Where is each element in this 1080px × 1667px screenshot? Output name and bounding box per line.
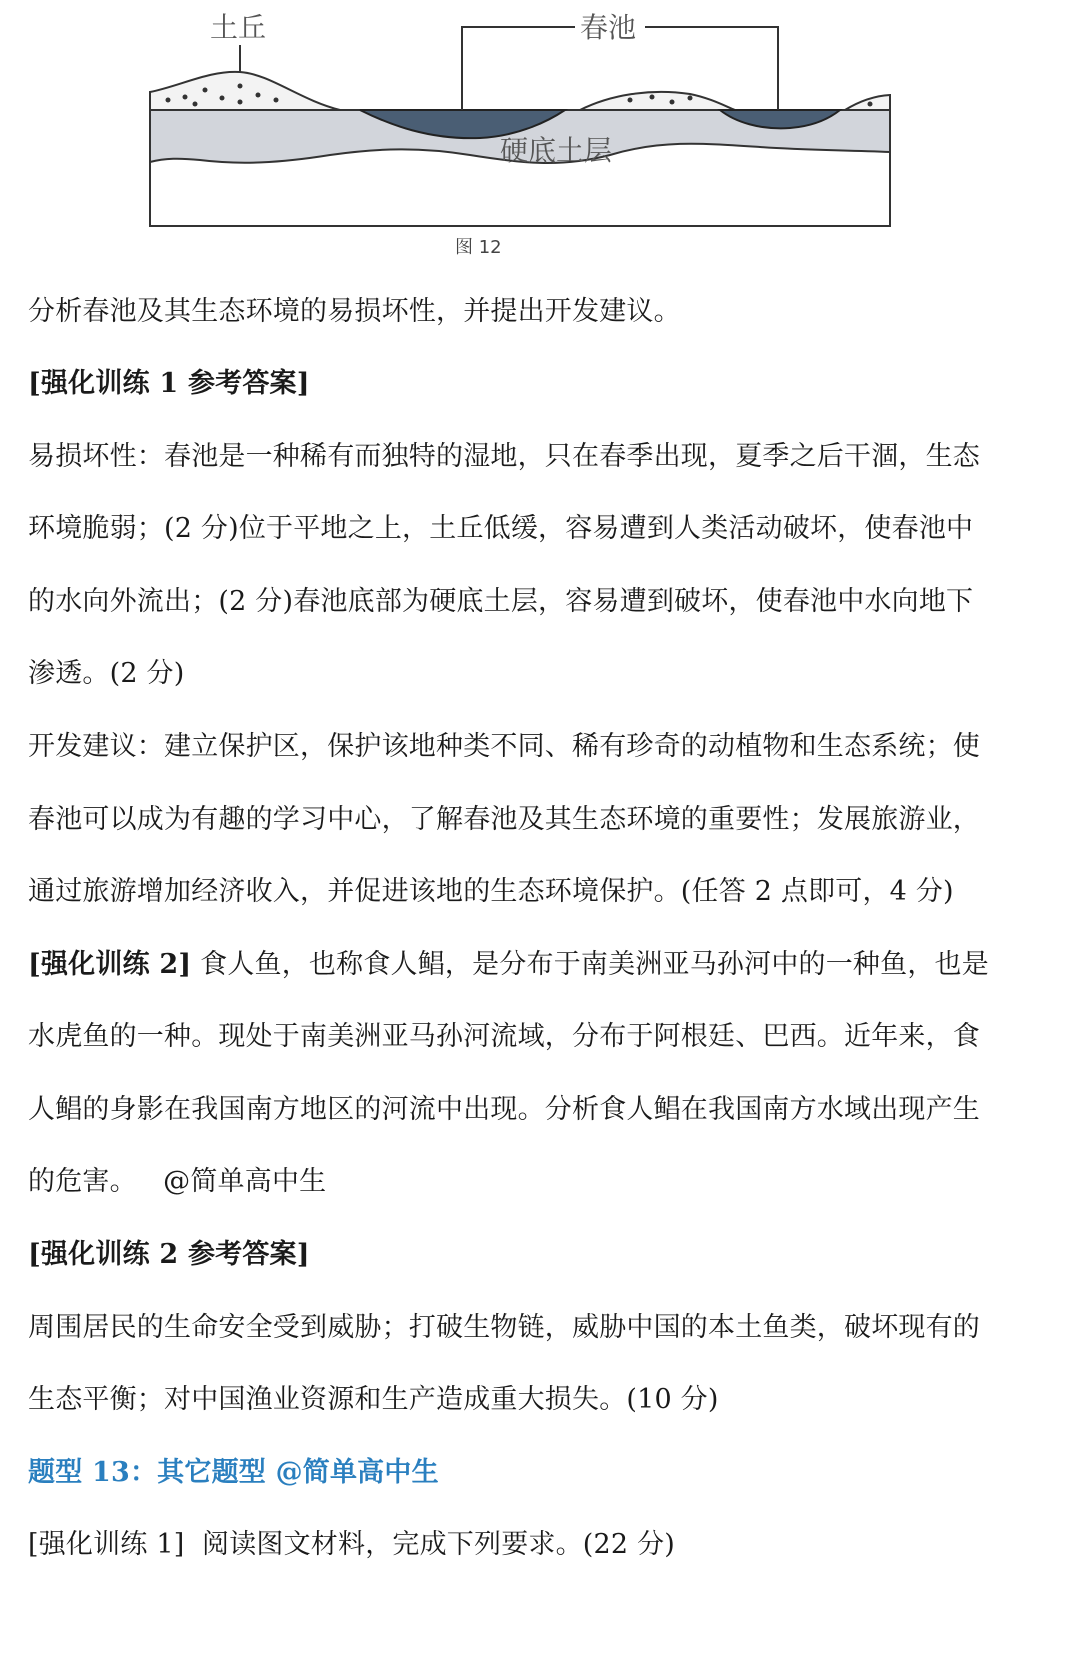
mound-middle bbox=[580, 92, 735, 110]
answer1-line-7: 通过旅游增加经济收入，并促进该地的生态环境保护。(任答 2 点即可，4 分) bbox=[28, 876, 954, 907]
section-heading: 题型 13：其它题型 @简单高中生 bbox=[28, 1457, 439, 1488]
answer1-line-2: 环境脆弱；(2 分)位于平地之上，土丘低缓，容易遭到人类活动破坏，使春池中 bbox=[28, 513, 974, 544]
answer2-line-2: 生态平衡；对中国渔业资源和生产造成重大损失。(10 分) bbox=[28, 1384, 719, 1415]
training2-line-1 bbox=[28, 947, 989, 983]
label-hardpan: 硬底土层 bbox=[500, 134, 613, 167]
answer1-line-3: 的水向外流出；(2 分)春池底部为硬底土层，容易遭到破坏，使春池中水向地下 bbox=[28, 586, 974, 617]
label-pool: 春池 bbox=[580, 11, 637, 44]
mound-right bbox=[845, 95, 890, 110]
figure-caption: 图 12 bbox=[455, 237, 502, 258]
training2-tag: [强化训练 2] bbox=[28, 949, 192, 980]
answer1-line-4: 渗透。(2 分) bbox=[28, 658, 185, 689]
answer2-title: [强化训练 2 参考答案] bbox=[28, 1239, 310, 1270]
answer2-line-1: 周围居民的生命安全受到威胁；打破生物链，威胁中国的本土鱼类，破坏现有的 bbox=[28, 1312, 980, 1343]
answer1-title: [强化训练 1 参考答案] bbox=[28, 368, 310, 399]
figure-12-diagram bbox=[0, 0, 1080, 285]
label-mound: 土丘 bbox=[210, 11, 267, 44]
training2-first-line: 食人鱼，也称食人鲳，是分布于南美洲亚马孙河中的一种鱼，也是 bbox=[191, 949, 989, 980]
last-line: [强化训练 1] 阅读图文材料，完成下列要求。(22 分) bbox=[28, 1529, 675, 1560]
training2-line-2: 水虎鱼的一种。现处于南美洲亚马孙河流域，分布于阿根廷、巴西。近年来，食 bbox=[28, 1021, 980, 1052]
question-text: 分析春池及其生态环境的易损坏性，并提出开发建议。 bbox=[28, 296, 681, 327]
answer1-line-6: 春池可以成为有趣的学习中心，了解春池及其生态环境的重要性；发展旅游业， bbox=[28, 804, 980, 835]
answer1-line-5: 开发建议：建立保护区，保护该地种类不同、稀有珍奇的动植物和生态系统；使 bbox=[28, 731, 980, 762]
training2-line-3: 人鲳的身影在我国南方地区的河流中出现。分析食人鲳在我国南方水域出现产生 bbox=[28, 1094, 980, 1125]
mound-left bbox=[150, 72, 340, 110]
training2-line-4: 的危害。 @简单高中生 bbox=[28, 1166, 327, 1197]
answer1-line-1: 易损坏性：春池是一种稀有而独特的湿地，只在春季出现，夏季之后干涸，生态 bbox=[28, 441, 980, 472]
